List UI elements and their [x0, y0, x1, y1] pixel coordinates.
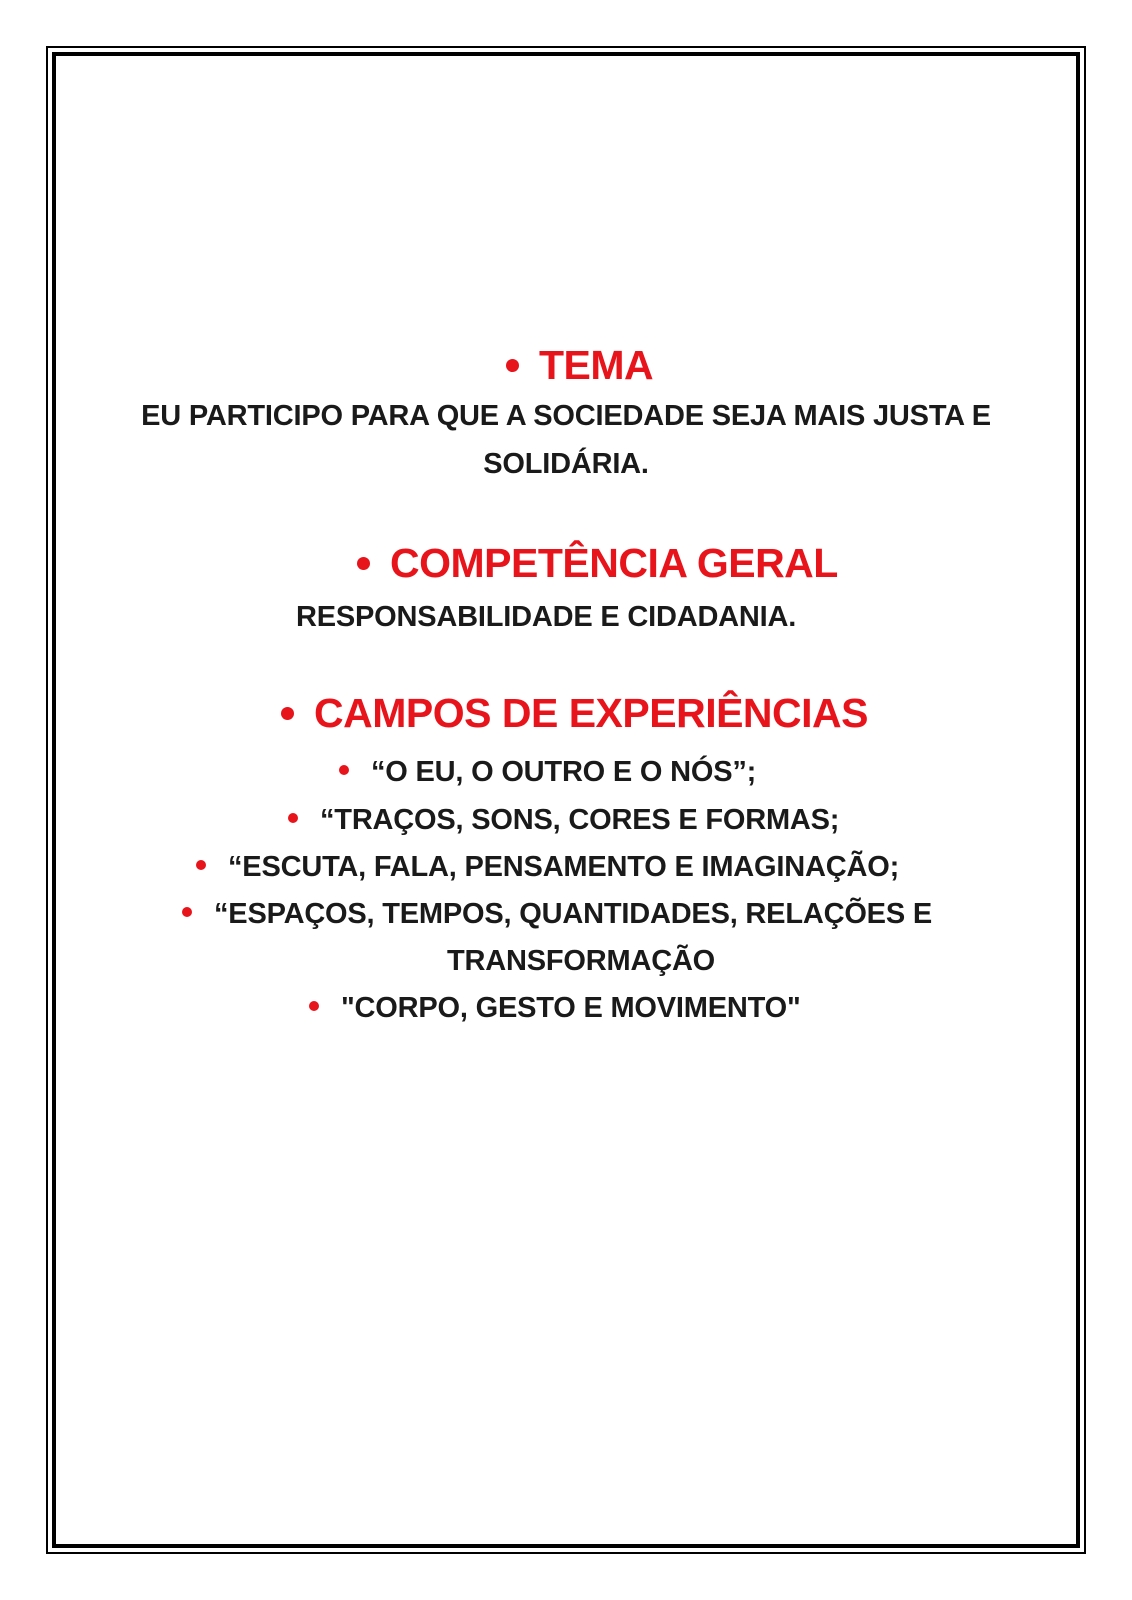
campos-item-text: “O EU, O OUTRO E O NÓS”;	[371, 756, 757, 788]
bullet-icon	[196, 860, 206, 870]
bullet-icon	[182, 907, 192, 917]
tema-line-1: EU PARTICIPO PARA QUE A SOCIEDADE SEJA MAIS JUSTA E	[141, 400, 991, 432]
tema-heading-text: TEMA	[539, 342, 654, 388]
campos-item-continuation: TRANSFORMAÇÃO	[447, 945, 716, 977]
campos-item-text: “ESPAÇOS, TEMPOS, QUANTIDADES, RELAÇÕES E	[214, 898, 932, 930]
bullet-icon	[309, 1001, 319, 1011]
campos-heading	[58, 690, 1074, 737]
bullet-icon	[357, 557, 370, 570]
campos-item-text: “TRAÇOS, SONS, CORES E FORMAS;	[320, 804, 840, 836]
campos-item-text: "CORPO, GESTO E MOVIMENTO"	[341, 992, 801, 1024]
campos-item	[58, 851, 1074, 884]
competencia-heading-text: COMPETÊNCIA GERAL	[390, 540, 838, 586]
bullet-icon	[281, 707, 294, 720]
bullet-icon	[506, 359, 519, 372]
competencia-line: RESPONSABILIDADE E CIDADANIA.	[296, 601, 797, 633]
campos-item	[58, 992, 1074, 1025]
bullet-icon	[339, 765, 349, 775]
document-content	[58, 58, 1074, 1542]
bullet-icon	[288, 813, 298, 823]
campos-item	[58, 756, 1074, 789]
campos-item	[58, 804, 1074, 837]
campos-item	[58, 898, 1074, 931]
competencia-heading	[58, 540, 1074, 587]
tema-line-2: SOLIDÁRIA.	[483, 448, 649, 480]
campos-heading-text: CAMPOS DE EXPERIÊNCIAS	[314, 690, 868, 736]
tema-heading	[58, 342, 1074, 389]
campos-item-text: “ESCUTA, FALA, PENSAMENTO E IMAGINAÇÃO;	[228, 851, 900, 883]
